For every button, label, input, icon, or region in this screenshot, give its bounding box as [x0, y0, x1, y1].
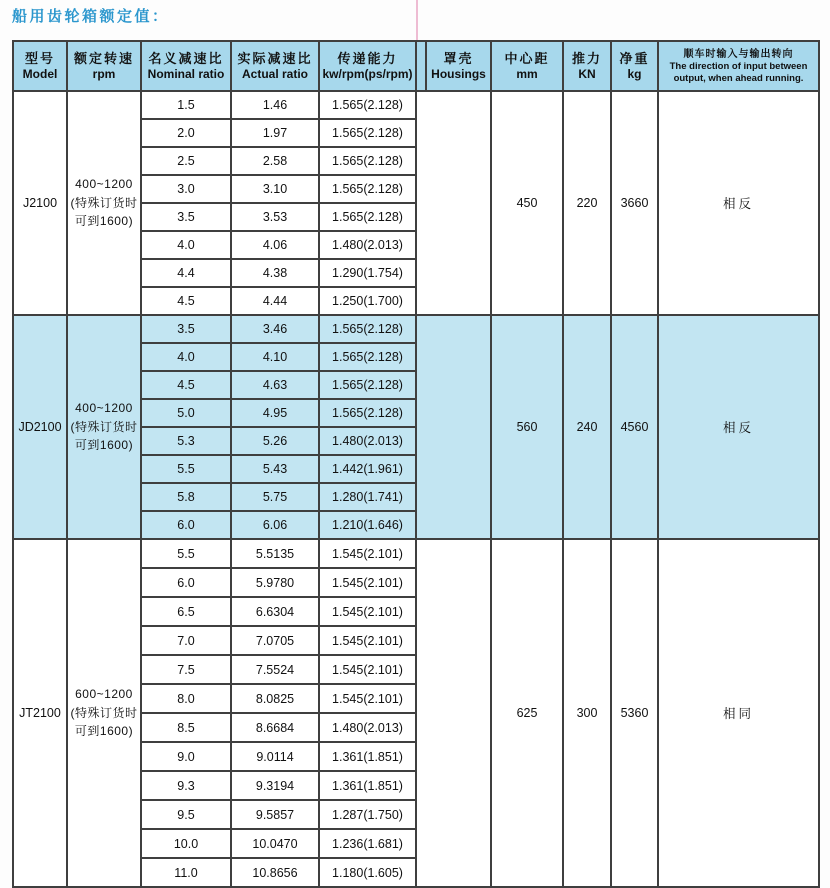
header-label-en: rpm [92, 67, 116, 82]
nominal-ratio-cell: 10.0 [141, 829, 231, 858]
capacity-cell: 1.565(2.128) [319, 91, 416, 119]
capacity-cell: 1.565(2.128) [319, 371, 416, 399]
direction-cell: 相反 [658, 91, 819, 315]
housings-cell [416, 539, 491, 887]
table-row [13, 315, 819, 343]
housings-cell [416, 315, 491, 539]
actual-ratio-cell: 8.6684 [231, 713, 319, 742]
header-label-zh: 型号 [24, 50, 55, 66]
nominal-ratio-cell: 6.0 [141, 511, 231, 539]
header-gap-spacer [416, 41, 426, 91]
thrust-cell: 240 [563, 315, 611, 539]
rated-speed-line: 可到1600) [74, 438, 134, 453]
page-fold-guide-line [416, 0, 418, 40]
actual-ratio-cell: 4.95 [231, 399, 319, 427]
nominal-ratio-cell: 8.5 [141, 713, 231, 742]
capacity-cell: 1.545(2.101) [319, 626, 416, 655]
nominal-ratio-cell: 5.0 [141, 399, 231, 427]
col-header-net-weight [611, 41, 658, 91]
nominal-ratio-cell: 1.5 [141, 91, 231, 119]
capacity-cell: 1.565(2.128) [319, 399, 416, 427]
capacity-cell: 1.290(1.754) [319, 259, 416, 287]
nominal-ratio-cell: 3.5 [141, 203, 231, 231]
capacity-cell: 1.361(1.851) [319, 771, 416, 800]
header-row [13, 41, 819, 91]
center-distance-cell: 625 [491, 539, 563, 887]
nominal-ratio-cell: 3.0 [141, 175, 231, 203]
col-header-capacity [319, 41, 416, 91]
actual-ratio-cell: 2.58 [231, 147, 319, 175]
actual-ratio-cell: 5.75 [231, 483, 319, 511]
table-row [13, 539, 819, 568]
nominal-ratio-cell: 2.0 [141, 119, 231, 147]
nominal-ratio-cell: 5.3 [141, 427, 231, 455]
center-distance-cell: 560 [491, 315, 563, 539]
page-title: 船用齿轮箱额定值： [12, 8, 170, 25]
capacity-cell: 1.480(2.013) [319, 231, 416, 259]
actual-ratio-cell: 3.53 [231, 203, 319, 231]
rated-speed-line: 600~1200 [75, 687, 133, 702]
direction-cell: 相同 [658, 539, 819, 887]
header-label-zh: 传递能力 [337, 50, 398, 66]
col-header-thrust [563, 41, 611, 91]
nominal-ratio-cell: 4.5 [141, 287, 231, 315]
nominal-ratio-cell: 3.5 [141, 315, 231, 343]
nominal-ratio-cell: 4.0 [141, 231, 231, 259]
col-header-nominal-ratio [141, 41, 231, 91]
capacity-cell: 1.236(1.681) [319, 829, 416, 858]
capacity-cell: 1.361(1.851) [319, 742, 416, 771]
col-header-center-distance [491, 41, 563, 91]
header-label-en: output, when ahead running. [673, 72, 804, 84]
capacity-cell: 1.210(1.646) [319, 511, 416, 539]
col-header-rated-speed [67, 41, 141, 91]
col-header-direction [658, 41, 819, 91]
nominal-ratio-cell: 8.0 [141, 684, 231, 713]
capacity-cell: 1.545(2.101) [319, 539, 416, 568]
actual-ratio-cell: 7.5524 [231, 655, 319, 684]
col-header-model [13, 41, 67, 91]
header-label-en: kw/rpm(ps/rpm) [322, 67, 413, 82]
header-label-zh: 净重 [619, 50, 650, 66]
actual-ratio-cell: 5.43 [231, 455, 319, 483]
nominal-ratio-cell: 5.8 [141, 483, 231, 511]
capacity-cell: 1.250(1.700) [319, 287, 416, 315]
nominal-ratio-cell: 4.0 [141, 343, 231, 371]
header-label-zh: 顺车时输入与输出转向 [683, 48, 794, 60]
net-weight-cell: 3660 [611, 91, 658, 315]
header-label-en: Actual ratio [241, 67, 308, 82]
actual-ratio-cell: 5.26 [231, 427, 319, 455]
rated-speed-cell [67, 91, 141, 315]
actual-ratio-cell: 3.46 [231, 315, 319, 343]
net-weight-cell: 5360 [611, 539, 658, 887]
actual-ratio-cell: 1.46 [231, 91, 319, 119]
header-label-en: mm [516, 67, 538, 82]
header-label-zh: 实际减速比 [237, 50, 313, 66]
center-distance-cell: 450 [491, 91, 563, 315]
actual-ratio-cell: 9.5857 [231, 800, 319, 829]
model-cell: JD2100 [13, 315, 67, 539]
rated-speed-line: (特殊订货时 [70, 419, 138, 434]
capacity-cell: 1.545(2.101) [319, 655, 416, 684]
capacity-cell: 1.287(1.750) [319, 800, 416, 829]
thrust-cell: 300 [563, 539, 611, 887]
nominal-ratio-cell: 6.0 [141, 568, 231, 597]
nominal-ratio-cell: 5.5 [141, 455, 231, 483]
capacity-cell: 1.565(2.128) [319, 315, 416, 343]
actual-ratio-cell: 9.3194 [231, 771, 319, 800]
capacity-cell: 1.545(2.101) [319, 597, 416, 626]
nominal-ratio-cell: 4.4 [141, 259, 231, 287]
actual-ratio-cell: 3.10 [231, 175, 319, 203]
actual-ratio-cell: 4.44 [231, 287, 319, 315]
capacity-cell: 1.480(2.013) [319, 427, 416, 455]
nominal-ratio-cell: 11.0 [141, 858, 231, 887]
rated-speed-line: 可到1600) [74, 214, 134, 229]
nominal-ratio-cell: 7.0 [141, 626, 231, 655]
actual-ratio-cell: 4.06 [231, 231, 319, 259]
housings-cell [416, 91, 491, 315]
direction-cell: 相反 [658, 315, 819, 539]
header-label-en: The direction of input between [669, 61, 808, 73]
col-header-housings [426, 41, 491, 91]
actual-ratio-cell: 5.5135 [231, 539, 319, 568]
nominal-ratio-cell: 9.5 [141, 800, 231, 829]
nominal-ratio-cell: 5.5 [141, 539, 231, 568]
rated-speed-line: (特殊订货时 [70, 195, 138, 210]
capacity-cell: 1.480(2.013) [319, 713, 416, 742]
nominal-ratio-cell: 9.3 [141, 771, 231, 800]
capacity-cell: 1.545(2.101) [319, 684, 416, 713]
header-label-zh: 额定转速 [73, 50, 134, 66]
actual-ratio-cell: 5.9780 [231, 568, 319, 597]
header-label-zh: 名义减速比 [148, 50, 224, 66]
nominal-ratio-cell: 2.5 [141, 147, 231, 175]
thrust-cell: 220 [563, 91, 611, 315]
actual-ratio-cell: 6.06 [231, 511, 319, 539]
gearbox-rating-table [12, 40, 820, 888]
header-label-en: Model [22, 67, 58, 82]
header-label-en: kg [627, 67, 642, 82]
capacity-cell: 1.180(1.605) [319, 858, 416, 887]
header-label-en: Nominal ratio [147, 67, 225, 82]
actual-ratio-cell: 4.10 [231, 343, 319, 371]
rated-speed-line: 400~1200 [75, 177, 133, 192]
table-row [13, 91, 819, 119]
nominal-ratio-cell: 6.5 [141, 597, 231, 626]
col-header-actual-ratio [231, 41, 319, 91]
capacity-cell: 1.565(2.128) [319, 175, 416, 203]
header-label-zh: 罩壳 [443, 50, 474, 66]
header-label-zh: 中心距 [504, 50, 550, 66]
rated-speed-line: (特殊订货时 [70, 705, 138, 720]
net-weight-cell: 4560 [611, 315, 658, 539]
model-cell: JT2100 [13, 539, 67, 887]
capacity-cell: 1.545(2.101) [319, 568, 416, 597]
capacity-cell: 1.565(2.128) [319, 147, 416, 175]
rated-speed-line: 可到1600) [74, 724, 134, 739]
capacity-cell: 1.565(2.128) [319, 343, 416, 371]
nominal-ratio-cell: 9.0 [141, 742, 231, 771]
header-label-zh: 推力 [571, 50, 602, 66]
rated-speed-cell [67, 315, 141, 539]
capacity-cell: 1.565(2.128) [319, 119, 416, 147]
nominal-ratio-cell: 7.5 [141, 655, 231, 684]
actual-ratio-cell: 1.97 [231, 119, 319, 147]
actual-ratio-cell: 7.0705 [231, 626, 319, 655]
actual-ratio-cell: 8.0825 [231, 684, 319, 713]
rated-speed-line: 400~1200 [75, 401, 133, 416]
rated-speed-cell [67, 539, 141, 887]
table-body [13, 91, 819, 887]
actual-ratio-cell: 6.6304 [231, 597, 319, 626]
nominal-ratio-cell: 4.5 [141, 371, 231, 399]
header-label-en: KN [578, 67, 596, 82]
actual-ratio-cell: 9.0114 [231, 742, 319, 771]
capacity-cell: 1.565(2.128) [319, 203, 416, 231]
actual-ratio-cell: 4.38 [231, 259, 319, 287]
actual-ratio-cell: 10.8656 [231, 858, 319, 887]
model-cell: J2100 [13, 91, 67, 315]
header-label-en: Housings [431, 67, 486, 82]
capacity-cell: 1.280(1.741) [319, 483, 416, 511]
capacity-cell: 1.442(1.961) [319, 455, 416, 483]
actual-ratio-cell: 10.0470 [231, 829, 319, 858]
actual-ratio-cell: 4.63 [231, 371, 319, 399]
